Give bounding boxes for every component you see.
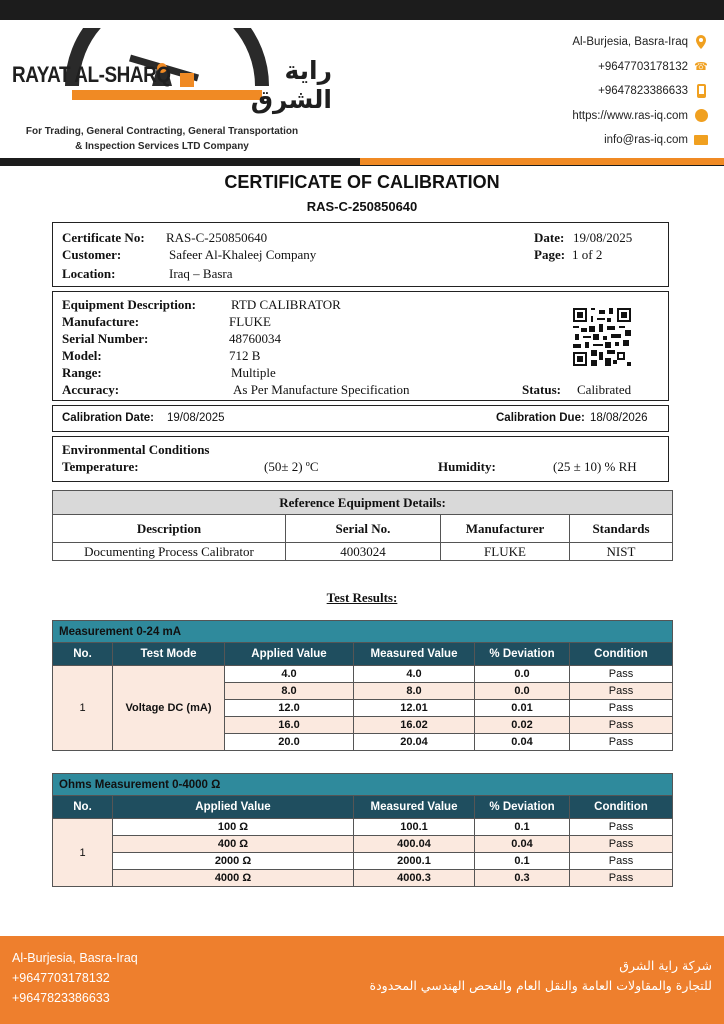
t2-applied: 100 Ω bbox=[113, 819, 354, 836]
cal-date-value: 19/08/2025 bbox=[167, 412, 225, 424]
table-row bbox=[53, 666, 673, 683]
t2-measured: 100.1 bbox=[354, 819, 475, 836]
t2-applied: 4000 Ω bbox=[113, 870, 354, 887]
measurement-ma-table bbox=[52, 620, 673, 751]
ref-description: Documenting Process Calibrator bbox=[53, 543, 286, 561]
t1-condition: Pass bbox=[570, 717, 673, 734]
t1-condition: Pass bbox=[570, 700, 673, 717]
t2-measured: 4000.3 bbox=[354, 870, 475, 887]
ref-manufacturer: FLUKE bbox=[441, 543, 570, 561]
location-label: Location: bbox=[62, 266, 116, 281]
t2-condition: Pass bbox=[570, 870, 673, 887]
t2-applied: 400 Ω bbox=[113, 836, 354, 853]
customer-label: Customer: bbox=[62, 247, 122, 262]
table-row bbox=[53, 543, 673, 561]
header-rule-orange bbox=[360, 158, 724, 165]
t1-measured: 12.01 bbox=[354, 700, 475, 717]
company-tagline: For Trading, General Contracting, General Transportation & Inspection Services LTD Company bbox=[25, 126, 299, 152]
table-row bbox=[53, 819, 673, 836]
header-contacts bbox=[498, 30, 708, 153]
temperature-label: Temperature: bbox=[62, 459, 139, 474]
phone-icon: ☎ bbox=[694, 61, 708, 74]
ref-header-description: Description bbox=[53, 515, 286, 543]
t1-measured: 4.0 bbox=[354, 666, 475, 683]
t1-deviation: 0.02 bbox=[475, 717, 570, 734]
t2-measured: 400.04 bbox=[354, 836, 475, 853]
page-label: Page: bbox=[534, 247, 566, 262]
t1-applied: 4.0 bbox=[225, 666, 354, 683]
location-value: Iraq – Basra bbox=[169, 266, 233, 281]
reference-title: Reference Equipment Details: bbox=[53, 491, 673, 515]
t1-measured: 20.04 bbox=[354, 734, 475, 751]
phone-line-1[interactable]: +9647703178132 ☎ bbox=[598, 60, 708, 74]
accuracy-label: Accuracy: bbox=[62, 382, 120, 397]
table2-caption: Ohms Measurement 0-4000 Ω bbox=[53, 774, 673, 796]
t2-deviation: 0.1 bbox=[475, 853, 570, 870]
t1-header-mode: Test Mode bbox=[113, 643, 225, 666]
range-label: Range: bbox=[62, 365, 102, 380]
t1-applied: 20.0 bbox=[225, 734, 354, 751]
table1-caption: Measurement 0-24 mA bbox=[53, 621, 673, 643]
t1-condition: Pass bbox=[570, 683, 673, 700]
t2-deviation: 0.3 bbox=[475, 870, 570, 887]
t2-condition: Pass bbox=[570, 836, 673, 853]
t1-header-condition: Condition bbox=[570, 643, 673, 666]
t1-header-applied: Applied Value bbox=[225, 643, 354, 666]
address-line: Al-Burjesia, Basra-Iraq bbox=[498, 30, 708, 55]
email-link[interactable]: info@ras-iq.com bbox=[498, 128, 708, 153]
t2-header-condition: Condition bbox=[570, 796, 673, 819]
t1-applied: 12.0 bbox=[225, 700, 354, 717]
model-value: 712 B bbox=[229, 348, 261, 363]
t1-deviation: 0.01 bbox=[475, 700, 570, 717]
cal-due-value: 18/08/2026 bbox=[590, 412, 648, 424]
manufacture-value: FLUKE bbox=[229, 314, 271, 329]
t1-measured: 16.02 bbox=[354, 717, 475, 734]
header-rule-dark bbox=[0, 158, 360, 165]
certificate-code: RAS-C-250850640 bbox=[306, 199, 418, 214]
footer-phone-1[interactable]: +9647703178132 bbox=[12, 971, 110, 985]
humidity-value: (25 ± 10) % RH bbox=[553, 459, 637, 474]
date-value: 19/08/2025 bbox=[573, 230, 633, 245]
t2-header-no: No. bbox=[53, 796, 113, 819]
ref-serial: 4003024 bbox=[286, 543, 441, 561]
footer-contacts bbox=[12, 948, 138, 1008]
ref-header-manufacturer: Manufacturer bbox=[441, 515, 570, 543]
model-label: Model: bbox=[62, 348, 102, 363]
reference-equipment-table bbox=[52, 490, 673, 561]
manufacture-label: Manufacture: bbox=[62, 314, 140, 329]
ref-standards: NIST bbox=[570, 543, 673, 561]
t1-no: 1 bbox=[53, 666, 113, 751]
footer-phone-2[interactable]: +9647823386633 bbox=[12, 991, 110, 1005]
serial-number-label: Serial Number: bbox=[62, 331, 149, 346]
table-row bbox=[53, 853, 673, 870]
header-rule-line bbox=[0, 165, 724, 166]
t1-applied: 16.0 bbox=[225, 717, 354, 734]
phone-line-2[interactable]: +9647823386633 bbox=[498, 79, 708, 104]
table-row bbox=[53, 870, 673, 887]
cert-no-value: RAS-C-250850640 bbox=[166, 230, 268, 245]
equipment-desc-value: RTD CALIBRATOR bbox=[231, 297, 341, 312]
customer-value: Safeer Al-Khaleej Company bbox=[169, 247, 317, 262]
status-label: Status: bbox=[522, 382, 562, 397]
top-bar bbox=[0, 0, 724, 20]
mail-icon bbox=[694, 133, 708, 147]
t2-applied: 2000 Ω bbox=[113, 853, 354, 870]
date-label: Date: bbox=[534, 230, 565, 245]
t1-deviation: 0.0 bbox=[475, 666, 570, 683]
equipment-desc-label: Equipment Description: bbox=[62, 297, 196, 312]
serial-number-value: 48760034 bbox=[229, 331, 281, 346]
t1-deviation: 0.0 bbox=[475, 683, 570, 700]
environment-title: Environmental Conditions bbox=[62, 442, 210, 457]
mobile-icon bbox=[694, 84, 708, 98]
environment-box bbox=[52, 436, 669, 482]
table-row bbox=[53, 836, 673, 853]
t2-condition: Pass bbox=[570, 819, 673, 836]
t1-deviation: 0.04 bbox=[475, 734, 570, 751]
temperature-value: (50± 2) ºC bbox=[264, 459, 319, 474]
t2-header-measured: Measured Value bbox=[354, 796, 475, 819]
qr-code-icon bbox=[573, 308, 631, 366]
equipment-box bbox=[52, 291, 669, 401]
brand-name-en: RAYAT AL-SHARQ bbox=[12, 62, 171, 87]
t1-applied: 8.0 bbox=[225, 683, 354, 700]
page-value: 1 of 2 bbox=[572, 247, 603, 262]
ref-header-standards: Standards bbox=[570, 515, 673, 543]
footer-address: Al-Burjesia, Basra-Iraq bbox=[12, 951, 138, 965]
status-value: Calibrated bbox=[577, 382, 632, 397]
t2-deviation: 0.1 bbox=[475, 819, 570, 836]
globe-icon bbox=[694, 109, 708, 123]
certificate-info-box bbox=[52, 222, 669, 287]
t1-measured: 8.0 bbox=[354, 683, 475, 700]
cert-no-label: Certificate No: bbox=[62, 230, 145, 245]
t2-header-applied: Applied Value bbox=[113, 796, 354, 819]
cal-date-label: Calibration Date: bbox=[62, 412, 155, 424]
range-value: Multiple bbox=[231, 365, 276, 380]
t1-condition: Pass bbox=[570, 734, 673, 751]
location-pin-icon bbox=[694, 35, 708, 49]
measurement-ohms-table bbox=[52, 773, 673, 887]
t2-condition: Pass bbox=[570, 853, 673, 870]
test-results-title: Test Results: bbox=[326, 590, 398, 605]
t2-no: 1 bbox=[53, 819, 113, 887]
t1-condition: Pass bbox=[570, 666, 673, 683]
calibration-dates-box bbox=[52, 405, 669, 432]
t1-mode: Voltage DC (mA) bbox=[113, 666, 225, 751]
t2-header-deviation: % Deviation bbox=[475, 796, 570, 819]
t2-measured: 2000.1 bbox=[354, 853, 475, 870]
footer-arabic-name: شركة راية الشرق للتجارة والمقاولات العامة والنقل العام والفحص الهندسي المحدودة bbox=[369, 958, 712, 993]
t2-deviation: 0.04 bbox=[475, 836, 570, 853]
accuracy-value: As Per Manufacture Specification bbox=[233, 382, 410, 397]
cal-due-label: Calibration Due: bbox=[496, 412, 585, 424]
t1-header-no: No. bbox=[53, 643, 113, 666]
t1-header-measured: Measured Value bbox=[354, 643, 475, 666]
certificate-title: CERTIFICATE OF CALIBRATION bbox=[224, 172, 500, 192]
website-link[interactable]: https://www.ras-iq.com bbox=[498, 104, 708, 129]
company-logo bbox=[12, 28, 332, 128]
t1-header-deviation: % Deviation bbox=[475, 643, 570, 666]
ref-header-serial: Serial No. bbox=[286, 515, 441, 543]
brand-name-ar: راية الشرق bbox=[250, 56, 332, 114]
footer bbox=[0, 936, 724, 1024]
humidity-label: Humidity: bbox=[438, 459, 496, 474]
